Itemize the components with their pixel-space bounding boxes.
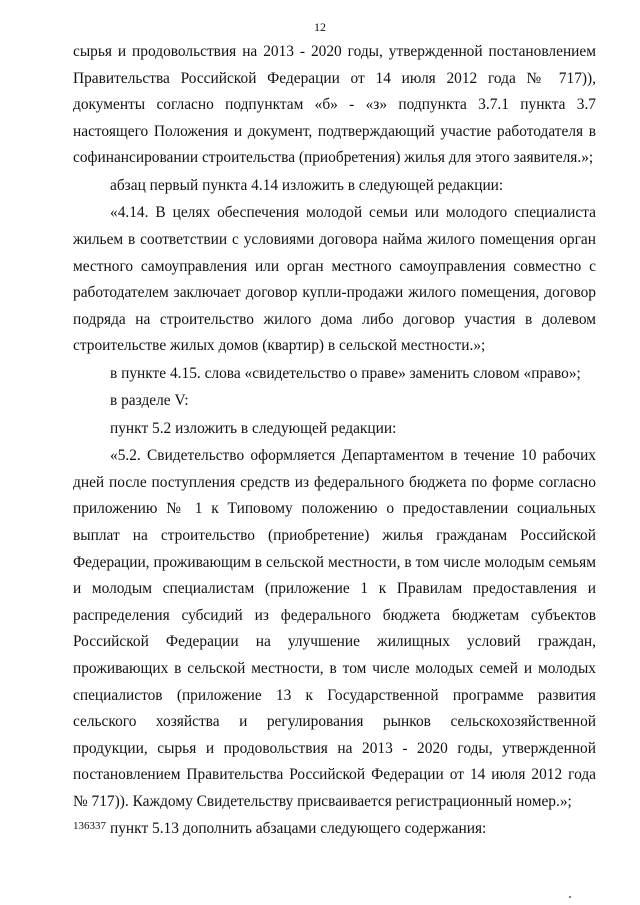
page-number: 12 (314, 20, 326, 34)
document-code: 136337 (73, 820, 106, 832)
paragraph-amend-5-2: пункт 5.2 изложить в следующей редакции: (110, 419, 397, 437)
document-body (73, 39, 596, 844)
paragraph-amend-4-15: в пункте 4.15. слова «свидетельство о праве» заменить словом «право»; (110, 364, 581, 382)
scan-speck (569, 896, 571, 898)
paragraph-amend-4-14: абзац первый пункта 4.14 изложить в следующей редакции: (110, 176, 504, 194)
paragraph-5-2-text: «5.2. Свидетельство оформляется Департаментом в течение 10 рабочих дней после поступления средств из федерального бюджета по форме согласно приложению № 1 к Типовому положению о предоставлении социальных выплат на строительство (приобретение) жилья гражданам Российской Федерации, проживающим в сельской местности, в том числе молодым семьям и молодым специалистам (приложение 1 к Правилам предоставления и распределения субсидий из федерального бюджета бюджетам субъектов Российской Федерации на улучшение жилищных условий граждан, проживающих в сельской местности, в том числе молодых семей и молодых специалистов (приложение 13 к Государственной программе развития сельского хозяйства и регулирования рынков сельскохозяйственной продукции, сырья и продовольствия на 2013 - 2020 годы, утвержденной постановлением Правительства Российской Федерации от 14 июля 2012 года № 717)). Каждому Свидетельству присваивается регистрационный номер.»; (73, 447, 596, 810)
paragraph-4-14-text: «4.14. В целях обеспечения молодой семьи или молодого специалиста жильем в соответствии с условиями договора найма жилого помещения орган местного самоуправления или орган местного самоуправления совместно с работодателем заключает договор купли-продажи жилого помещения, договор подряда на строительство жилого дома либо договор участия в долевом строительстве жилых домов (квартир) в сельской местности.»; (73, 204, 596, 355)
paragraph-amend-5-13: пункт 5.13 дополнить абзацами следующего содержания: (110, 820, 487, 838)
paragraph-section-v: в разделе V: (110, 392, 189, 410)
paragraph-continuation: сырья и продовольствия на 2013 - 2020 годы, утвержденной постановлением Правительства Российской Федерации от 14 июля 2012 года № 717)), документы согласно подпунктам «б» - «з» подпункта 3.7.1 пункта 3.7 настоящего Положения и документ, подтверждающий участие работодателя в софинансировании строительства (приобретения) жилья для этого заявителя.»; (73, 43, 596, 167)
